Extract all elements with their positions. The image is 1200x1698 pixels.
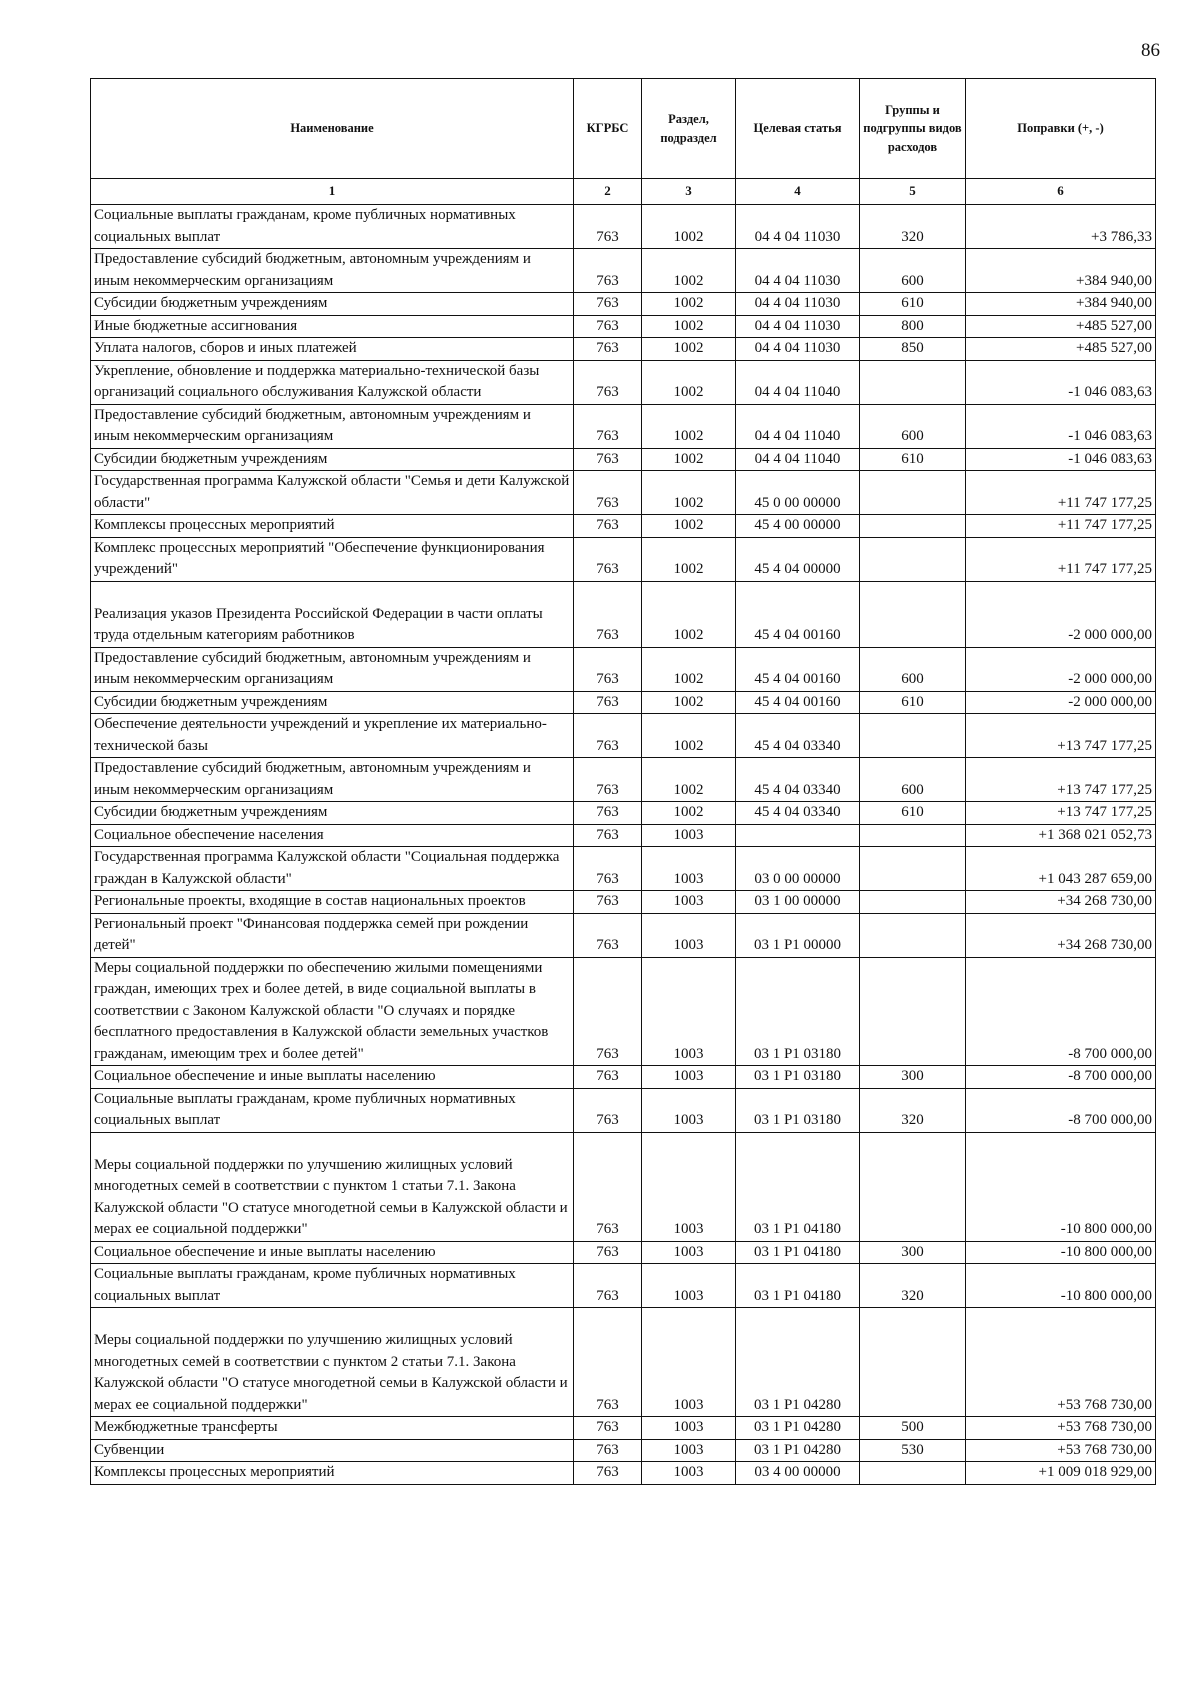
cell-section: 1002 [642,758,736,802]
cell-amount: +53 768 730,00 [966,1439,1156,1462]
cell-amount: +53 768 730,00 [966,1308,1156,1417]
cell-kgrbs: 763 [574,714,642,758]
cell-target: 45 4 04 03340 [736,714,860,758]
cell-group [860,1308,966,1417]
cell-section: 1003 [642,1241,736,1264]
cell-kgrbs: 763 [574,404,642,448]
table-row [91,1462,1156,1485]
cell-name: Субвенции [91,1439,574,1462]
cell-target: 03 1 P1 03180 [736,957,860,1066]
cell-name: Меры социальной поддержки по улучшению жилищных условий многодетных семей в соответствии с пунктом 1 статьи 7.1. Закона Калужской области "О статусе многодетной семьи в Калужской области и мерах ее социальной поддержки" [91,1132,574,1241]
cell-amount: +384 940,00 [966,293,1156,316]
cell-section: 1003 [642,1264,736,1308]
cell-kgrbs: 763 [574,338,642,361]
cell-amount: +3 786,33 [966,205,1156,249]
table-row [91,249,1156,293]
cell-amount: +485 527,00 [966,315,1156,338]
cell-group: 600 [860,404,966,448]
cell-name: Субсидии бюджетным учреждениям [91,802,574,825]
cell-amount: -10 800 000,00 [966,1241,1156,1264]
cell-name: Социальное обеспечение и иные выплаты населению [91,1241,574,1264]
cell-group [860,891,966,914]
cell-section: 1003 [642,1417,736,1440]
cell-group [860,824,966,847]
cell-kgrbs: 763 [574,913,642,957]
table-row [91,537,1156,581]
cell-name: Региональные проекты, входящие в состав национальных проектов [91,891,574,914]
cell-amount: +485 527,00 [966,338,1156,361]
table-row [91,891,1156,914]
cell-group: 500 [860,1417,966,1440]
cell-kgrbs: 763 [574,471,642,515]
cell-section: 1003 [642,1439,736,1462]
cell-target: 03 1 P1 04280 [736,1308,860,1417]
cell-amount: +11 747 177,25 [966,471,1156,515]
cell-target: 03 1 P1 04180 [736,1264,860,1308]
table-row [91,1308,1156,1417]
table-row [91,802,1156,825]
cell-group [860,1132,966,1241]
column-number: 2 [574,179,642,205]
cell-kgrbs: 763 [574,581,642,647]
table-row [91,1088,1156,1132]
cell-kgrbs: 763 [574,515,642,538]
table-row [91,913,1156,957]
cell-kgrbs: 763 [574,1241,642,1264]
cell-name: Предоставление субсидий бюджетным, автономным учреждениям и иным некоммерческим организациям [91,647,574,691]
cell-section: 1003 [642,1132,736,1241]
budget-amendments-table [90,78,1156,1485]
cell-section: 1003 [642,1088,736,1132]
cell-group: 320 [860,205,966,249]
cell-group: 800 [860,315,966,338]
cell-section: 1002 [642,515,736,538]
table-row [91,448,1156,471]
page-number: 86 [1141,40,1160,61]
cell-kgrbs: 763 [574,537,642,581]
cell-kgrbs: 763 [574,448,642,471]
cell-target: 45 4 04 00160 [736,581,860,647]
cell-group [860,1462,966,1485]
cell-name: Социальные выплаты гражданам, кроме публичных нормативных социальных выплат [91,1088,574,1132]
table-row [91,1264,1156,1308]
cell-kgrbs: 763 [574,1264,642,1308]
column-number: 5 [860,179,966,205]
cell-target: 04 4 04 11030 [736,338,860,361]
cell-section: 1002 [642,249,736,293]
cell-section: 1002 [642,581,736,647]
cell-target: 04 4 04 11040 [736,404,860,448]
cell-kgrbs: 763 [574,1439,642,1462]
header-name: Наименование [91,79,574,179]
table-row [91,1417,1156,1440]
cell-kgrbs: 763 [574,1132,642,1241]
table-row [91,1066,1156,1089]
cell-target: 03 0 00 00000 [736,847,860,891]
cell-section: 1003 [642,1308,736,1417]
column-number: 1 [91,179,574,205]
cell-group: 530 [860,1439,966,1462]
cell-kgrbs: 763 [574,691,642,714]
cell-kgrbs: 763 [574,1308,642,1417]
cell-section: 1002 [642,537,736,581]
table-row [91,338,1156,361]
cell-target: 03 4 00 00000 [736,1462,860,1485]
table-row [91,471,1156,515]
header-groups: Группы и подгруппы видов расходов [860,79,966,179]
cell-amount: -10 800 000,00 [966,1264,1156,1308]
cell-target [736,824,860,847]
cell-target: 03 1 P1 03180 [736,1066,860,1089]
cell-amount: +11 747 177,25 [966,515,1156,538]
cell-target: 45 0 00 00000 [736,471,860,515]
table-row [91,824,1156,847]
cell-kgrbs: 763 [574,758,642,802]
header-section: Раздел, подраздел [642,79,736,179]
table-row [91,957,1156,1066]
column-number: 4 [736,179,860,205]
cell-group [860,847,966,891]
cell-group [860,471,966,515]
table-row [91,360,1156,404]
cell-amount: +13 747 177,25 [966,714,1156,758]
table-row [91,315,1156,338]
cell-amount: -2 000 000,00 [966,581,1156,647]
cell-name: Предоставление субсидий бюджетным, автономным учреждениям и иным некоммерческим организациям [91,758,574,802]
cell-group: 600 [860,249,966,293]
cell-section: 1003 [642,1066,736,1089]
cell-amount: +34 268 730,00 [966,913,1156,957]
cell-name: Комплекс процессных мероприятий "Обеспечение функционирования учреждений" [91,537,574,581]
cell-name: Субсидии бюджетным учреждениям [91,691,574,714]
cell-section: 1003 [642,957,736,1066]
cell-target: 03 1 P1 04180 [736,1241,860,1264]
cell-name: Региональный проект "Финансовая поддержка семей при рождении детей" [91,913,574,957]
cell-group: 610 [860,448,966,471]
cell-name: Иные бюджетные ассигнования [91,315,574,338]
cell-kgrbs: 763 [574,293,642,316]
cell-amount: -1 046 083,63 [966,360,1156,404]
cell-section: 1003 [642,913,736,957]
cell-section: 1002 [642,802,736,825]
cell-group [860,515,966,538]
cell-name: Комплексы процессных мероприятий [91,515,574,538]
table-row [91,205,1156,249]
cell-amount: +11 747 177,25 [966,537,1156,581]
cell-amount: +13 747 177,25 [966,758,1156,802]
cell-group [860,581,966,647]
cell-group: 600 [860,647,966,691]
cell-section: 1003 [642,824,736,847]
cell-group: 610 [860,802,966,825]
cell-group [860,360,966,404]
cell-target: 04 4 04 11040 [736,360,860,404]
table-row [91,758,1156,802]
cell-kgrbs: 763 [574,315,642,338]
cell-name: Комплексы процессных мероприятий [91,1462,574,1485]
cell-group: 300 [860,1241,966,1264]
cell-amount: +1 043 287 659,00 [966,847,1156,891]
cell-amount: +34 268 730,00 [966,891,1156,914]
table-row [91,647,1156,691]
cell-kgrbs: 763 [574,360,642,404]
cell-amount: +53 768 730,00 [966,1417,1156,1440]
cell-group: 600 [860,758,966,802]
cell-name: Социальные выплаты гражданам, кроме публичных нормативных социальных выплат [91,1264,574,1308]
cell-section: 1002 [642,448,736,471]
cell-amount: -10 800 000,00 [966,1132,1156,1241]
cell-amount: -8 700 000,00 [966,957,1156,1066]
cell-group [860,714,966,758]
cell-section: 1002 [642,691,736,714]
table-row [91,691,1156,714]
cell-kgrbs: 763 [574,1417,642,1440]
table-row [91,1132,1156,1241]
cell-amount: +13 747 177,25 [966,802,1156,825]
cell-section: 1003 [642,1462,736,1485]
table-row [91,1439,1156,1462]
cell-name: Государственная программа Калужской области "Семья и дети Калужской области" [91,471,574,515]
cell-group [860,913,966,957]
cell-amount: -8 700 000,00 [966,1088,1156,1132]
cell-kgrbs: 763 [574,647,642,691]
column-number: 6 [966,179,1156,205]
cell-target: 45 4 04 00160 [736,691,860,714]
cell-name: Обеспечение деятельности учреждений и укрепление их материально-технической базы [91,714,574,758]
cell-target: 03 1 P1 04180 [736,1132,860,1241]
cell-target: 45 4 04 00000 [736,537,860,581]
cell-name: Социальные выплаты гражданам, кроме публичных нормативных социальных выплат [91,205,574,249]
cell-group: 850 [860,338,966,361]
cell-kgrbs: 763 [574,957,642,1066]
cell-target: 03 1 00 00000 [736,891,860,914]
cell-kgrbs: 763 [574,802,642,825]
cell-section: 1002 [642,647,736,691]
table-row [91,293,1156,316]
cell-name: Межбюджетные трансферты [91,1417,574,1440]
cell-target: 45 4 04 00160 [736,647,860,691]
cell-target: 04 4 04 11030 [736,249,860,293]
cell-name: Социальное обеспечение населения [91,824,574,847]
cell-name: Меры социальной поддержки по обеспечению жилыми помещениями граждан, имеющих трех и более детей, в виде социальной выплаты в соответствии с Законом Калужской области "О случаях и порядке бесплатного предоставления в Калужской области земельных участков гражданам, имеющим трех и более детей" [91,957,574,1066]
table-row [91,404,1156,448]
header-kgrbs: КГРБС [574,79,642,179]
cell-name: Меры социальной поддержки по улучшению жилищных условий многодетных семей в соответствии с пунктом 2 статьи 7.1. Закона Калужской области "О статусе многодетной семьи в Калужской области и мерах ее социальной поддержки" [91,1308,574,1417]
cell-section: 1003 [642,891,736,914]
cell-section: 1002 [642,714,736,758]
cell-section: 1002 [642,315,736,338]
cell-name: Укрепление, обновление и поддержка материально-технической базы организаций социального обслуживания Калужской области [91,360,574,404]
cell-name: Социальное обеспечение и иные выплаты населению [91,1066,574,1089]
cell-target: 03 1 P1 00000 [736,913,860,957]
cell-kgrbs: 763 [574,891,642,914]
cell-section: 1002 [642,338,736,361]
table-row [91,515,1156,538]
cell-kgrbs: 763 [574,1462,642,1485]
cell-amount: +384 940,00 [966,249,1156,293]
header-amendments: Поправки (+, -) [966,79,1156,179]
cell-kgrbs: 763 [574,1066,642,1089]
cell-name: Уплата налогов, сборов и иных платежей [91,338,574,361]
cell-amount: -1 046 083,63 [966,448,1156,471]
cell-section: 1002 [642,360,736,404]
cell-section: 1002 [642,404,736,448]
cell-kgrbs: 763 [574,1088,642,1132]
cell-amount: -2 000 000,00 [966,691,1156,714]
cell-target: 04 4 04 11040 [736,448,860,471]
cell-target: 45 4 04 03340 [736,758,860,802]
table-body [91,205,1156,1485]
cell-target: 04 4 04 11030 [736,205,860,249]
cell-name: Субсидии бюджетным учреждениям [91,293,574,316]
cell-group: 610 [860,293,966,316]
cell-target: 03 1 P1 04280 [736,1439,860,1462]
cell-name: Субсидии бюджетным учреждениям [91,448,574,471]
column-number: 3 [642,179,736,205]
cell-group: 320 [860,1088,966,1132]
cell-target: 03 1 P1 03180 [736,1088,860,1132]
cell-amount: -8 700 000,00 [966,1066,1156,1089]
cell-amount: +1 009 018 929,00 [966,1462,1156,1485]
cell-amount: -1 046 083,63 [966,404,1156,448]
cell-target: 45 4 00 00000 [736,515,860,538]
cell-target: 04 4 04 11030 [736,315,860,338]
cell-amount: -2 000 000,00 [966,647,1156,691]
cell-section: 1002 [642,471,736,515]
cell-name: Предоставление субсидий бюджетным, автономным учреждениям и иным некоммерческим организациям [91,404,574,448]
cell-name: Реализация указов Президента Российской Федерации в части оплаты труда отдельным категориям работников [91,581,574,647]
cell-name: Предоставление субсидий бюджетным, автономным учреждениям и иным некоммерческим организациям [91,249,574,293]
table-row [91,581,1156,647]
cell-section: 1002 [642,293,736,316]
cell-name: Государственная программа Калужской области "Социальная поддержка граждан в Калужской области" [91,847,574,891]
cell-target: 04 4 04 11030 [736,293,860,316]
cell-group: 320 [860,1264,966,1308]
budget-amendments-table-wrapper [90,78,1156,1485]
table-row [91,1241,1156,1264]
cell-group: 300 [860,1066,966,1089]
cell-group [860,957,966,1066]
cell-kgrbs: 763 [574,824,642,847]
cell-section: 1003 [642,847,736,891]
cell-target: 45 4 04 03340 [736,802,860,825]
cell-kgrbs: 763 [574,249,642,293]
header-target: Целевая статья [736,79,860,179]
cell-group: 610 [860,691,966,714]
cell-target: 03 1 P1 04280 [736,1417,860,1440]
table-row [91,714,1156,758]
header-row [91,79,1156,179]
table-row [91,847,1156,891]
cell-amount: +1 368 021 052,73 [966,824,1156,847]
cell-section: 1002 [642,205,736,249]
cell-kgrbs: 763 [574,205,642,249]
column-number-row [91,179,1156,205]
cell-group [860,537,966,581]
cell-kgrbs: 763 [574,847,642,891]
